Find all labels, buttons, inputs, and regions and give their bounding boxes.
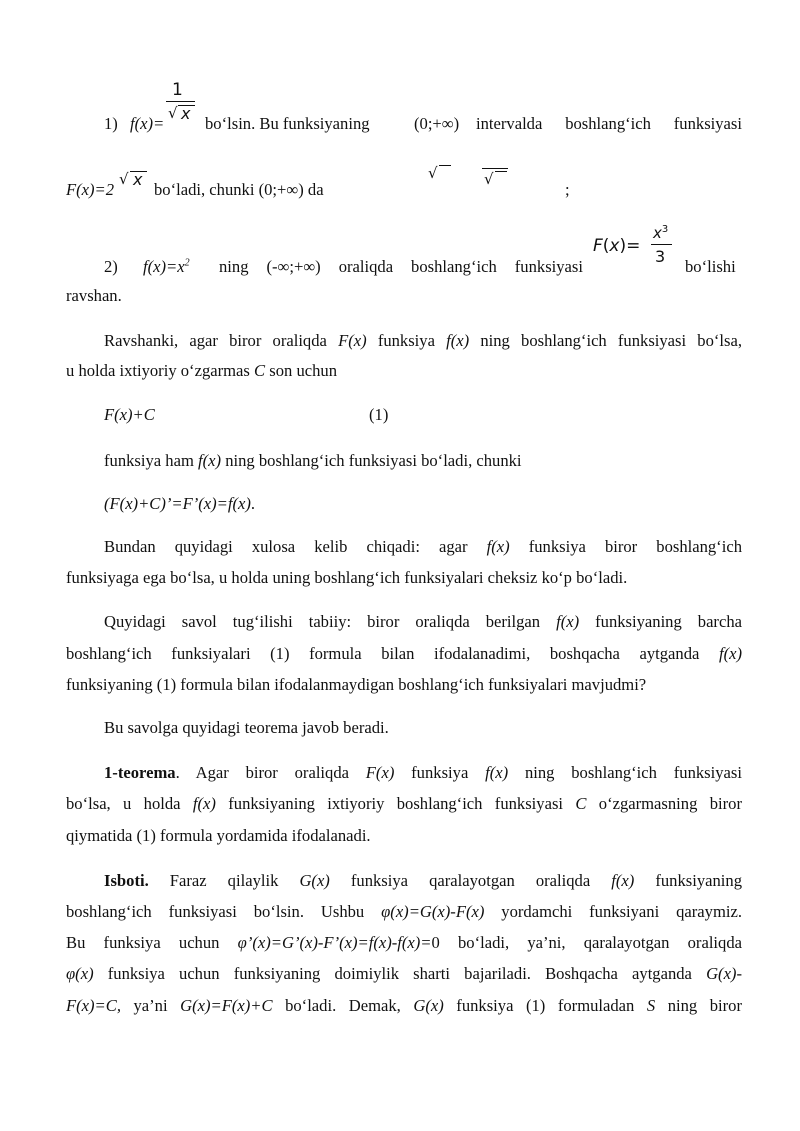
theorem-line: bo‘lsa, u holda f(x) funksiyaning ixtiyoriy boshlang‘ich funksiyasi C o‘zgarmasning biror	[66, 794, 742, 813]
radical-sign: √	[168, 104, 178, 122]
fraction-numerator: $x^3$	[653, 224, 669, 242]
proof-line: F(x)=C, ya’ni G(x)=F(x)+C bo‘ladi. Demak, G(x) funksiya (1) formuladan S ning biror	[66, 996, 742, 1015]
text-segment: bo‘lishi	[685, 257, 736, 276]
paragraph: Bundan quyidagi xulosa kelib chiqadi: agar f(x) funksiya biror boshlang‘ich	[104, 537, 742, 556]
text-segment: bo‘lsin. Bu funksiyaning	[205, 114, 370, 133]
paragraph: Ravshanki, agar biror oraliqda F(x) funksiya f(x) ning boshlang‘ich funksiyasi bo‘lsa,	[104, 331, 742, 350]
fraction-bar	[482, 168, 508, 169]
proof: Isboti. Faraz qilaylik G(x) funksiya qaralayotgan oraliqda f(x) funksiyaning	[104, 871, 742, 890]
semicolon: ;	[565, 180, 570, 199]
text-segment: bo‘ladi, chunki (0;+∞) da	[154, 180, 324, 199]
fraction-bar	[651, 244, 672, 245]
frac-numerator: 1	[172, 80, 183, 100]
paragraph-line: funksiyaga ega bo‘lsa, u holda uning boshlang‘ich funksiyalari cheksiz ko‘p bo‘ladi.	[66, 568, 628, 587]
formula-2: (F(x)+C)’=F’(x)=f(x).	[104, 494, 256, 513]
radicand: x	[181, 104, 191, 123]
theorem: 1-teorema. Agar biror oraliqda F(x) funksiya f(x) ning boshlang‘ich funksiyasi	[104, 763, 742, 782]
item-number: 1)	[104, 114, 118, 133]
paragraph-line: boshlang‘ich funksiyalari (1) formula bilan ifodalanadimi, boshqacha aytganda f(x)	[66, 644, 742, 663]
radical-sign: √	[484, 170, 494, 188]
formula-1: F(x)+C	[104, 405, 155, 424]
fraction-denominator: 3	[655, 247, 666, 266]
interval: (0;+∞)	[414, 114, 460, 133]
fx-definition: f(x)=	[130, 114, 165, 133]
theorem-line: qiymatida (1) formula yordamida ifodalanadi.	[66, 826, 371, 845]
radicand: x	[133, 170, 143, 189]
item-number: 2)	[104, 257, 118, 276]
radical-sign: √	[428, 164, 438, 182]
proof-line: φ(x) funksiya uchun funksiyaning doimiylik sharti bajariladi. Boshqacha aytganda G(x)-	[66, 964, 742, 983]
proof-line: Bu funksiya uchun φ’(x)=G’(x)-F’(x)=f(x)-f(x)=0 bo‘ladi, ya’ni, qaralayotgan oraliqda	[66, 933, 743, 952]
fraction-bar	[166, 101, 195, 102]
radical-bar	[495, 171, 507, 172]
antiderivative-F: F(x)=	[593, 236, 641, 256]
paragraph: Quyidagi savol tug‘ilishi tabiiy: biror oraliqda berilgan f(x) funksiyaning barcha	[104, 612, 742, 631]
radical-sign: √	[119, 170, 129, 188]
fx-definition: $f(x)=x^2$	[143, 257, 190, 276]
paragraph: funksiya ham f(x) ning boshlang‘ich funksiyasi bo‘ladi, chunki	[104, 451, 522, 470]
text-segment: intervalda boshlang‘ich funksiyasi	[476, 114, 742, 133]
text-segment: ravshan.	[66, 286, 122, 305]
paragraph-line: funksiyaning (1) formula bilan ifodalanmaydigan boshlang‘ich funksiyalari mavjudmi?	[66, 675, 647, 694]
radical-bar	[439, 165, 451, 166]
text-segment: ning (-∞;+∞) oraliqda boshlang‘ich funksiyasi	[219, 257, 583, 276]
paragraph: Bu savolga quyidagi teorema javob beradi.	[104, 718, 389, 737]
proof-line: boshlang‘ich funksiyasi bo‘lsin. Ushbu φ(x)=G(x)-F(x) yordamchi funksiyani qaraymiz.	[66, 902, 742, 921]
formula-label: (1)	[369, 405, 389, 424]
paragraph-line: u holda ixtiyoriy o‘zgarmas C son uchun	[66, 361, 338, 380]
Fx-definition: F(x)=2	[66, 180, 115, 199]
